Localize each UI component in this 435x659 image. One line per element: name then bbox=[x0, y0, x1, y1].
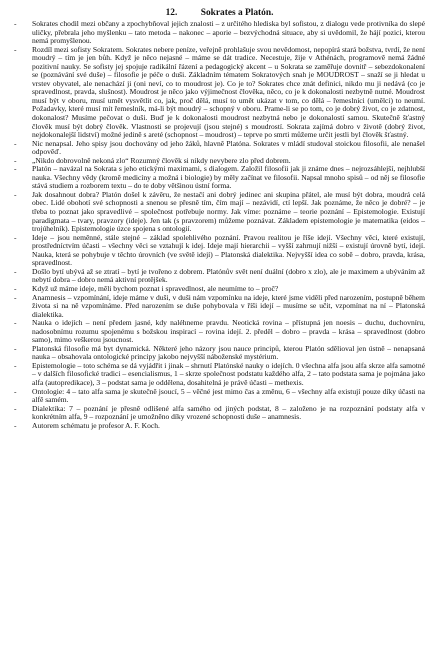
bullet-marker: - bbox=[14, 155, 17, 165]
list-item-text: Když už máme ideje, měli bychom poznat i spravedlnost, ale neumíme to – proč? bbox=[32, 283, 279, 293]
list-item bbox=[14, 191, 425, 234]
page-title bbox=[14, 8, 425, 19]
list-item bbox=[14, 294, 425, 320]
list-item bbox=[14, 388, 425, 405]
list-item bbox=[14, 422, 425, 431]
bullet-marker: - bbox=[14, 19, 17, 28]
bullet-list bbox=[14, 20, 425, 430]
list-item-text: Epistemologie – toto schéma se dá vyjádřit i jinak – shrnutí Platónské nauky o idejích. 0 všechna alfa jsou alfa skrze alfa samotné – v dalších filosofické tradici – esencialismus, 1 – skrze společnost podstatu každého alfa, 2 – tato podstata sama je pojmána jako alfa (autopredikace), 3 – podstat sama je oddělena, dosahitelná je právě účasti – methexis. bbox=[32, 360, 425, 387]
list-item-text: Platón – navázal na Sokrata s jeho etickými maximami, s dialogem. Založil filosofii jak ji známe dnes – nejrozsáhlejší, nejhlubší nauka. Všechny vědy (kromě medicíny a možná i biologie) by měly začínat ve filosofii. Napsal mnoho spisů – od něj se filosofie stává studiem a rozborem textu – do te doby většinou ústní forma. bbox=[32, 164, 425, 191]
list-item-text: „Nikdo dobrovolně nekoná zlo“ Rozumný člověk si nikdy nevybere zlo před dobrem. bbox=[32, 155, 291, 165]
section-title: Sokrates a Platón. bbox=[200, 8, 274, 18]
list-item-text: Jak dosahnout dobra? Platón došel k závěru, že nestačí ani dobrý jedinec ani skupina přátel, ale musí být dobra, moudrá celá obec. Lidé obohotí své schopnosti a snenou se přesně tím, čím mají – nezávidí, ctí lepší. Jak poznáme, že něco je dobré? – je třeba to poznat jako spravedlivé – společnost potřebuje normy. Jak víme: poznáme – teorie poznání – Epistemologie. Existují paradigmata – tvary, pravzory (ideje). Jen tak (s pravzorem) můžeme poznávat. Základem epistemologie je matematika (eidos – trojúhelník). Epistemologie úzce spojena s ontologií. bbox=[32, 189, 425, 234]
bullet-marker: - bbox=[14, 138, 17, 148]
bullet-marker: - bbox=[14, 232, 17, 242]
list-item bbox=[14, 405, 425, 422]
list-item bbox=[14, 20, 425, 46]
bullet-marker: - bbox=[14, 44, 17, 54]
list-item bbox=[14, 234, 425, 268]
list-item-text: Ideje – jsou neměnné, stále stejné – základ spolehlivého poznání. Pravou realitou je říše idejí. Všechny věci, které existují, prostředníctvím účasti – všechny věci se vztahují k idej. Ideje mají hierarchii – vyšší zahrnují nižší – existují úrovně bytí, idejí. Nauka, která se pohybuje v těchto úrovních (ve světě idejí) – Platonská dialektika. Nejvyšší idea co sobě – dobro, pravda, krása, spravedlnost. bbox=[32, 232, 425, 268]
list-item-text: Rozdíl mezi sofisty Sokratem. Sokrates nebere peníze, veřejně prohlašuje svou nevědomost, nepopírá stará božstva, tvrdí, že není moudrý – tím je jen bůh. Když je něco nejasné – máme se dát tradice. Necestuje, žije v Athénách, programově nemá žádné pozitivní nauky. Se sofisty jej spojuje radikální řázení a pedagogický akcent – u Sokrata se zaměřuje dovnitř – sebezdokonalení se (poznávání své duše) – filosofie je péče o duši. Základním tématem Sokratových snah je MOUDROST – snaží se ji hledat u vrstev obyvatel, ale nenachází ji (oni neví, co to moudrost je). Co je to? Sokrates chce znát definici, nikdo mu ji nedává (co je spravedlnost, pravda, slušnost). Moudrost je něco jako výjimečnost člověka, něco, co je k dokonalosti nezbytně nutné. Moudrost musí být v oboru, musí umět vysvětlit co, jak, proč dělá, musí to umět ukázat v tom, co dělá – řemeslníci (umělci) to neumí. Požadavky, které musí mít řemeslník, má-li být moudrý – schopný v oboru. Prame-li se po tom, co je dobrý život, co je zdatnost, dokonalost? Musíme pečovat o duši. Buď je k dokonalosti moudrost nezbytná nebo je dokonalostí samou. Skutečně šťastný člověk musí být dobrý člověk. Vlastnosti se projevují (jsou stejné) s moudrostí. Sokrata zajímá dobro v životě (dobrý život, nejdokonalejší lidství) možné jedině s areté (schopnost – moudrost) – teprve po smrti můžeme určit jestli byl člověk šťastný. bbox=[32, 44, 425, 140]
list-item bbox=[14, 345, 425, 362]
bullet-marker: - bbox=[14, 292, 17, 302]
bullet-marker: - bbox=[14, 283, 17, 293]
bullet-marker: - bbox=[14, 420, 17, 430]
bullet-marker: - bbox=[14, 386, 17, 396]
list-item bbox=[14, 268, 425, 285]
bullet-marker: - bbox=[14, 318, 17, 328]
list-item bbox=[14, 319, 425, 345]
list-item-text: Autorem schématu je profesor A. F. Koch. bbox=[32, 420, 160, 430]
bullet-marker: - bbox=[14, 189, 17, 199]
list-item-text: Sokrates chodil mezi občany a zpochybňoval jejich znalosti – z určitého hlediska byl sofistou, z dialogu vede protivníka do slepé uličky, přebrala jeho myšlenku – tato metoda – nakonec – aporie – bezvýchodná situace, aby si uvědomil, že hájí pozici, kterou nemá promyšlenou. bbox=[32, 19, 425, 46]
bullet-marker: - bbox=[14, 360, 17, 370]
list-item-text: Platonská filosofie má byt dynamická. Některé jeho názory jsou nauce principů, kterou Platón sdělioval jen ústně – nenapsaná nauka – obsahovala ontologické principy jakobo nejvyšší náboženské mystérium. bbox=[32, 343, 425, 362]
list-item-text: Dialektika: 7 – poznání je přesně odlišené alfa samého od jiných podstat, 8 – založeno je na rozpoznání podstaty alfa v konkrétním alfa, 9 – rozpoznání je umožněno díky vrozené schopnosti duše – anamnesis. bbox=[32, 403, 425, 422]
list-item bbox=[14, 165, 425, 191]
bullet-marker: - bbox=[14, 403, 17, 413]
bullet-marker: - bbox=[14, 343, 17, 353]
list-item-text: Anamnesis – vzpomínání, ideje máme v duši, v duši nám vzpomínku na ideje, které jsme viděli před narozením, postupně během života si na ně vzpomínáme. Před narozením se duše pohybovala v říši idejí – musíme se učit, vzpomínat na ní – Platonská dialektika. bbox=[32, 292, 425, 319]
section-number: 12. bbox=[165, 8, 178, 18]
list-item bbox=[14, 140, 425, 157]
list-item-text: Ontologie: 4 – tato alfa sama je skutečně jsoucí, 5 – věčné jest mimo čas a změnu, 6 – všechny alfa existují pouze díky účasti na alfě samém. bbox=[32, 386, 425, 405]
list-item bbox=[14, 362, 425, 388]
bullet-marker: - bbox=[14, 164, 17, 174]
bullet-marker: - bbox=[14, 266, 17, 276]
list-item-text: Došlo bytí ubývá až se ztratí – bytí je tvořeno z dobrem. Platónův svět není duální (dobro x zlo), ale je maximem a ubýváním až nebytí dobra – dobro nemá aktivní protějšek. bbox=[32, 266, 425, 285]
list-item-text: Nic nenapsal. Jeho spisy jsou dochovány od jeho žáků, hlavně Platóna. Sokrates v mládí studoval stoickou filosofii, ale nenašel odpověď. bbox=[32, 138, 425, 157]
list-item-text: Nauka o idejích – není předem jasné, kdy naléhneme pravdu. Neotická rovina – přístupná jen noesis – duchu, duchovníru, nadosobnímu rozumu spojenému s božskou inspirací – rovina idejí. 2. předěl – dobro – pravda – krása – spravedlnost (dobro samo), mimo veškerou jsoucnost. bbox=[32, 318, 425, 345]
list-item bbox=[14, 46, 425, 140]
